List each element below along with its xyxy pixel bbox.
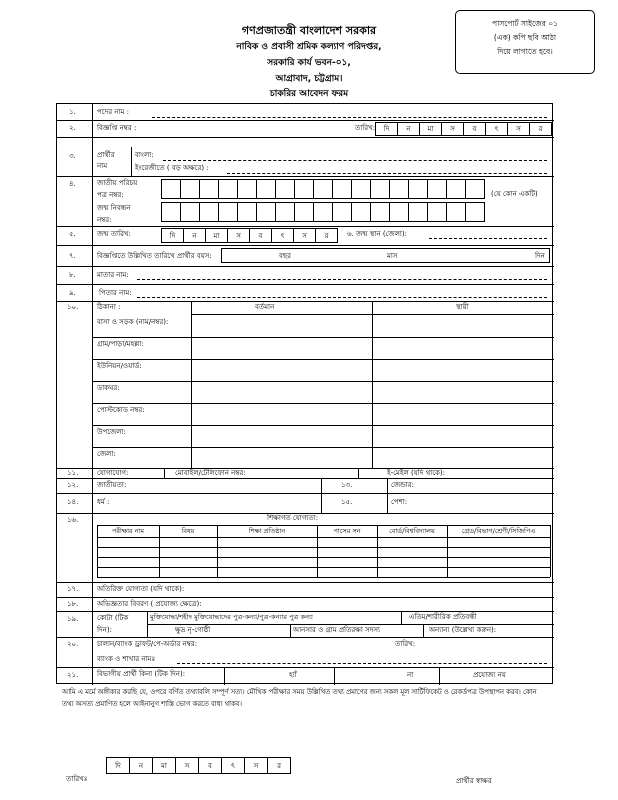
photo-instruction-3: দিয়ে লাগাতে হবে। [497,47,553,56]
extra-qualification-label: অতিরিক্ত যোগ্যতা (যদি থাকে): [97,585,185,593]
row-2-number: ২. [69,124,76,132]
digit-box[interactable] [218,179,238,199]
digit-box[interactable] [199,202,219,222]
date-letter-box[interactable] [441,122,464,136]
row-18-number: ১৮. [67,600,79,608]
nid-label-2: পত্র নম্বর: [97,191,124,199]
religion-label: ধর্ম : [97,498,110,506]
address-row-divider [92,447,554,448]
address-row-divider [92,337,554,338]
bank-branch-label: ব্যাংক ও শাখার নামঃ [97,655,156,663]
permanent-address-field[interactable] [372,337,554,359]
digit-box[interactable] [313,179,333,199]
row-19-number: ১৯. [67,615,79,623]
education-column-header: বোর্ড/বিশ্ববিদ্যালয় [389,527,435,535]
permanent-address-field[interactable] [372,403,554,425]
education-row-line [97,577,550,578]
digit-box[interactable] [351,202,371,222]
date-letter: দি [383,125,390,133]
digit-box[interactable] [351,179,371,199]
digit-box[interactable] [275,202,295,222]
row-3-number: ৩. [69,152,76,160]
address-row-divider [92,403,554,404]
digit-box[interactable] [180,179,200,199]
present-address-field[interactable] [191,381,373,403]
digit-box[interactable] [199,179,219,199]
row-4-number: ৪. [69,180,76,188]
circular-number-label: বিজ্ঞপ্তি নম্বর : [97,124,137,132]
education-header-divider [97,537,550,538]
digit-box[interactable] [332,179,352,199]
row-8-number: ৮. [69,271,76,279]
option-not-applicable[interactable]: প্রযোজ্য নয় [473,671,506,679]
digit-box[interactable] [465,202,485,222]
present-address-field[interactable] [191,425,373,447]
present-address-field[interactable] [191,337,373,359]
date-letter-box[interactable] [267,757,291,774]
photo-box[interactable] [455,10,595,74]
date-letter-box[interactable] [463,122,486,136]
applicant-name-label-2: নাম [97,162,108,170]
date-letter: ব [258,231,263,240]
address-field-label: উপজেলা: [97,428,126,436]
row-14-number: ১৪. [67,498,79,506]
date-letter-box[interactable] [529,122,552,136]
present-address-field[interactable] [191,403,373,425]
education-column-header: পাসের সন [333,527,361,535]
father-name-label: পিতার নাম: [99,289,132,297]
birth-registration-label-1: জন্ম নিবন্ধন [97,204,131,212]
age-field[interactable] [221,248,550,263]
address-row-divider [92,425,554,426]
nationality-label: জাতীয়তা: [97,481,127,489]
row-21-number: ২১. [67,671,79,679]
row-9-number: ৯. [69,289,76,297]
date-letter: স [302,231,307,240]
birth-registration-label-2: নম্বর: [97,216,112,224]
digit-box[interactable] [218,202,238,222]
digit-box[interactable] [294,179,314,199]
education-column-header: বিষয় [181,527,195,535]
quota-freedom-fighter[interactable]: মুক্তিযোদ্ধা/শহীদ মুক্তিযোদ্ধাদের পুত্র-কন্যা/পুত্র-কন্যার পুত্র কন্যা [150,613,313,621]
permanent-address-field[interactable] [372,447,554,469]
date-letter: মা [161,762,167,770]
profession-label: পেশা: [391,498,408,506]
digit-box[interactable] [408,179,428,199]
date-letter-box[interactable] [227,228,250,243]
government-title: গণপ্রজাতন্ত্রী বাংলাদেশ সরকার [241,24,377,37]
digit-box[interactable] [313,202,333,222]
age-year-label: বছর [279,252,291,260]
photo-instruction-2: (এক) কপি ছবি আঠা [493,33,557,42]
address-field-label: গ্রাম/পাড়া/মহল্লা: [97,340,144,348]
either-one-note: (যে কোন একটি) [491,190,538,198]
date-letter-box[interactable] [244,757,268,774]
experience-label: অভিজ্ঞতার বিবরণ ( প্রযোজ্য ক্ষেত্রে): [97,600,202,608]
row-13-number: ১৩. [341,481,353,489]
digit-box[interactable] [408,202,428,222]
quota-ansar-vdp[interactable]: আনসার ও গ্রাম প্রতিরক্ষা সদস্য [293,626,381,634]
address-row-divider [92,359,554,360]
education-column-header: গ্রেড/বিভাগ/শ্রেণী/সিজিপিএ [461,527,536,535]
row-15-number: ১৫. [341,498,353,506]
date-letter-box[interactable] [106,757,130,774]
row-12-number: ১২. [67,481,79,489]
option-no[interactable]: না [407,671,414,679]
quota-label-1: কোটা (টিক [97,614,129,622]
digit-box[interactable] [389,202,409,222]
row-7-number: ৭. [69,252,76,260]
row-16-number: ১৬. [67,516,79,524]
date-letter: ৎ [494,125,499,133]
date-letter: দি [115,762,121,770]
permanent-address-field[interactable] [372,425,554,447]
education-table-top [97,525,550,526]
date-letter-box[interactable] [249,228,272,243]
present-address-field[interactable] [191,447,373,469]
date-letter: ন [192,231,197,240]
date-letter-box[interactable] [152,757,176,774]
date-letter: র [324,231,329,240]
date-letter-box[interactable] [175,757,199,774]
date-letter: স [516,125,521,133]
permanent-address-field[interactable] [372,381,554,403]
birth-place-label: ৬. জন্ম স্থান (জেলা): [347,230,408,238]
education-column-header: পরীক্ষার নাম [111,527,144,535]
departmental-candidate-label: বিভাগীয় প্রার্থী কিনা (টিক দিন): [97,670,186,678]
row-1-number: ১. [69,108,76,116]
declaration-text: আমি এ মর্মে অঙ্গীকার করছি যে, ওপরে বর্ণিত তথ্যাবলি সম্পূর্ণ সত্য। মৌখিক পরীক্ষার সময় উল্লিখিত তথ্য প্রমাণের জন্য সকল মূল সার্টিফিকেট ও রেকর্ডপত্র উপস্থাপন করব। কোন তথ্য অসত্য প্রমাণিত হলে আইনানুগ শাস্তি ভোগ করতে বাধ্য থাকব। [62,688,537,708]
date-letter-box[interactable] [271,228,294,243]
nid-label-1: জাতীয় পরিচয় [97,179,138,187]
address-field-label: জেলা: [97,450,116,458]
digit-box[interactable] [237,202,257,222]
contact-label: যোগাযোগ: [97,469,129,477]
address-row-divider [92,381,554,382]
date-letter: স [236,231,241,240]
date-letter: ব [472,125,477,133]
row-11-number: ১১. [67,469,79,477]
digit-box[interactable] [294,202,314,222]
date-letter: র [538,125,543,133]
education-label: শিক্ষাগত যোগ্যতা: [267,514,319,522]
date-letter-box[interactable] [293,228,316,243]
post-name-label: পদের নাম : [97,108,129,116]
email-label: ই-মেইল (যদি থাকে): [387,469,446,477]
date-letter-box[interactable] [419,122,442,136]
date-letter-box[interactable] [507,122,530,136]
name-english-label: ইংরেজীতে ( বড় অক্ষরে) : [135,164,209,172]
present-address-header: বর্তমান [255,303,275,311]
digit-box[interactable] [161,202,181,222]
form-title: চাকরির আবেদন ফরম [269,89,349,99]
application-form [56,103,553,684]
department-name: নাবিক ও প্রবাসী শ্রমিক কল্যাণ পরিদপ্তর, [236,42,382,52]
row-10-number: ১০. [67,303,79,311]
digit-box[interactable] [446,202,466,222]
digit-box[interactable] [256,179,276,199]
name-bangla-label: বাংলা: [135,151,154,159]
row-5-number: ৫. [69,230,76,238]
education-row-line [97,567,550,568]
age-month-label: মাস [387,252,398,260]
date-letter-box[interactable] [161,228,184,243]
address-field-label: ইউনিয়ন/ওয়ার্ড: [97,362,142,370]
address-field-label: বাসা ও সড়ক (নাম/নম্বর): [97,318,169,326]
date-letter: স [450,125,455,133]
digit-box[interactable] [465,179,485,199]
date-letter-box[interactable] [485,122,508,136]
date-letter: মা [427,125,434,133]
digit-box[interactable] [275,179,295,199]
permanent-address-field[interactable] [372,359,554,381]
date-letter-box[interactable] [397,122,420,136]
date-letter: ন [138,762,144,770]
digit-box[interactable] [332,202,352,222]
date-letter: দি [169,231,176,240]
applicant-signature-label: প্রার্থীর স্বাক্ষর [456,777,492,785]
digit-box[interactable] [427,179,447,199]
digit-box[interactable] [370,202,390,222]
digit-box[interactable] [237,179,257,199]
photo-instruction-1: পাসপোর্ট সাইজের ০১ [492,19,558,28]
date-letter-box[interactable] [129,757,153,774]
date-letter-box[interactable] [221,757,245,774]
date-letter: ব [208,762,212,770]
date-letter: স [184,762,190,770]
digit-box[interactable] [427,202,447,222]
present-address-field[interactable] [191,315,373,337]
date-letter: ৎ [280,231,285,240]
date-letter: র [277,762,281,770]
date-letter: ন [406,125,411,133]
date-letter: মা [213,231,220,240]
digit-box[interactable] [370,179,390,199]
present-address-field[interactable] [191,359,373,381]
digit-box[interactable] [256,202,276,222]
date-letter: স [253,762,259,770]
education-column-line [550,525,551,577]
row-17-number: ১৭. [67,585,79,593]
permanent-address-field[interactable] [372,315,554,337]
digit-box[interactable] [446,179,466,199]
row-20-number: ২০. [67,640,79,648]
quota-orphan-disabled[interactable]: এতিম/শারীরিক প্রতিবন্ধী [409,613,477,621]
address-label: ঠিকানা : [97,303,121,311]
date-letter: ৎ [231,762,235,770]
building-name: সরকারি কার্য ভবন-০১, [267,58,351,68]
challan-label: চালান/ব্যাংক ড্রাফট/পে-অর্ডার নম্বর: [97,640,198,648]
digit-box[interactable] [180,202,200,222]
challan-date-label: তারিখ: [395,640,416,648]
permanent-address-header: স্থায়ী [456,303,469,311]
quota-label-2: দিন): [97,626,112,634]
birth-date-label: জন্ম তারিখ: [97,230,131,238]
education-row-line [97,557,550,558]
applicant-name-label-1: প্রার্থীর [97,151,115,159]
address-field-label: ডাকঘর: [97,384,120,392]
education-column-header: শিক্ষা প্রতিষ্ঠান [248,527,286,535]
quota-ethnic-minority[interactable]: ক্ষুদ্র নৃ-গোষ্ঠী [175,626,211,634]
date-letter-box[interactable] [198,757,222,774]
age-day-label: দিন [535,252,545,260]
mother-name-label: মাতার নাম: [97,271,129,279]
date-letter-box[interactable] [205,228,228,243]
digit-box[interactable] [389,179,409,199]
mobile-label: মোবাইল/টেলিফোন নম্বর: [175,469,246,477]
age-label: বিজ্ঞপ্তিতে উল্লিখিত তারিখে প্রার্থীর বয়স: [97,252,212,260]
option-yes[interactable]: হ্যাঁ [289,671,297,679]
digit-box[interactable] [161,179,181,199]
date-letter-box[interactable] [315,228,338,243]
education-row-line [97,547,550,548]
footer-date-label: তারিখঃ [66,775,88,783]
office-location: আগ্রাবাদ, চট্টগ্রাম। [275,74,343,84]
quota-others[interactable]: অন্যান্য (উল্লেখ্য করুন): [429,626,497,634]
date-letter-box[interactable] [183,228,206,243]
circular-date-label: তারিখ: [355,124,376,132]
address-field-label: পোস্টকোড নম্বর: [97,406,145,414]
date-letter-box[interactable] [375,122,398,136]
gender-label: জেন্ডার: [391,481,414,489]
